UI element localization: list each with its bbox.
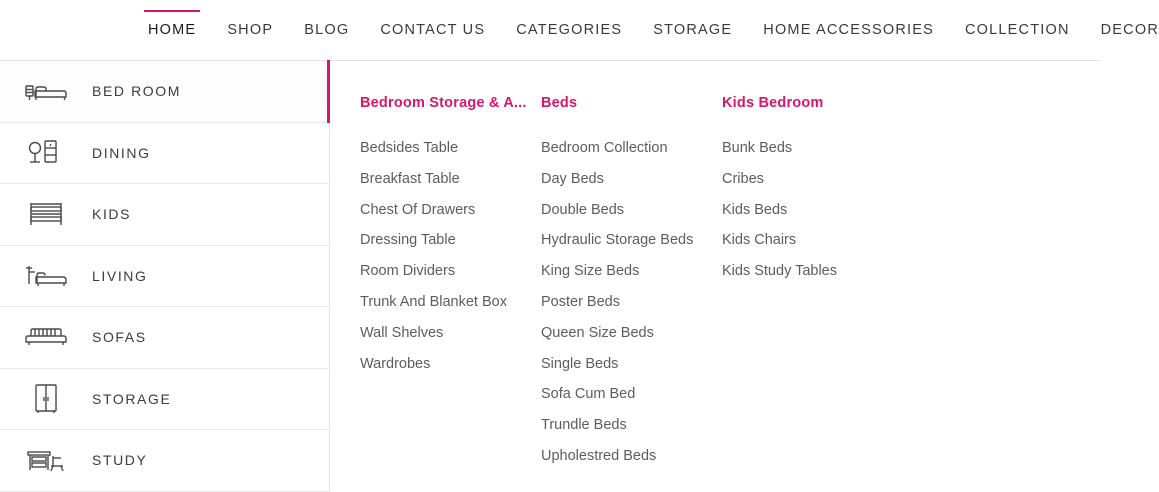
menu-link-trundle-beds[interactable]: Trundle Beds [541, 417, 627, 434]
sidebar-item-dining[interactable] [0, 123, 329, 185]
sidebar-item-storage[interactable] [0, 369, 329, 431]
sidebar-item-label: STORAGE [92, 390, 172, 407]
nav-item-blog[interactable]: BLOG [304, 21, 350, 38]
menu-link-breakfast-table[interactable]: Breakfast Table [360, 170, 460, 187]
sidebar-item-sofas[interactable] [0, 307, 329, 369]
nav-item-home[interactable]: HOME [148, 0, 196, 61]
menu-column-beds [541, 95, 722, 492]
menu-link-upholestred-beds[interactable]: Upholestred Beds [541, 447, 657, 464]
column-title: Beds [541, 95, 578, 111]
cabinet-icon [0, 383, 92, 415]
menu-link-king-size-beds[interactable]: King Size Beds [541, 263, 640, 280]
sidebar-item-study[interactable] [0, 430, 329, 492]
living-sofa-icon [0, 262, 92, 290]
nav-item-home-accessories[interactable]: HOME ACCESSORIES [763, 21, 934, 38]
menu-link-chest-of-drawers[interactable]: Chest Of Drawers [360, 201, 476, 218]
sidebar-item-kids[interactable] [0, 184, 329, 246]
sidebar-item-bed-room[interactable] [0, 61, 329, 123]
sidebar-item-label: LIVING [92, 267, 148, 284]
dining-icon [0, 138, 92, 168]
nav-item-contact-us[interactable]: CONTACT US [380, 21, 486, 38]
mega-menu-columns [330, 61, 1100, 492]
menu-link-sofa-cum-bed[interactable]: Sofa Cum Bed [541, 386, 636, 403]
menu-link-double-beds[interactable]: Double Beds [541, 201, 625, 218]
nav-item-collection[interactable]: COLLECTION [964, 21, 1070, 38]
menu-link-wall-shelves[interactable]: Wall Shelves [360, 324, 444, 341]
sidebar-item-label: SOFAS [92, 329, 147, 346]
mega-menu [0, 61, 1100, 492]
menu-link-single-beds[interactable]: Single Beds [541, 355, 619, 372]
nav-item-categories[interactable]: CATEGORIES [516, 21, 623, 38]
menu-link-kids-study-tables[interactable]: Kids Study Tables [722, 263, 837, 280]
sidebar-item-living[interactable] [0, 246, 329, 308]
sidebar-item-label: STUDY [92, 452, 148, 469]
menu-link-wardrobes[interactable]: Wardrobes [360, 355, 431, 372]
menu-link-bunk-beds[interactable]: Bunk Beds [722, 140, 793, 156]
sofa-icon [0, 324, 92, 350]
menu-column-bedroom-storage [360, 95, 541, 492]
nav-item-storage[interactable]: STORAGE [653, 21, 733, 38]
sidebar-item-label: KIDS [92, 206, 132, 223]
menu-column-kids-bedroom [722, 95, 903, 492]
menu-link-dressing-table[interactable]: Dressing Table [360, 232, 456, 249]
sidebar-item-label: BED ROOM [92, 83, 182, 100]
menu-link-day-beds[interactable]: Day Beds [541, 170, 604, 187]
menu-link-kids-chairs[interactable]: Kids Chairs [722, 232, 797, 249]
menu-link-kids-beds[interactable]: Kids Beds [722, 201, 788, 218]
desk-chair-icon [0, 446, 92, 474]
menu-link-bedroom-collection[interactable]: Bedroom Collection [541, 140, 668, 156]
column-title: Bedroom Storage & A... [360, 95, 527, 111]
bed-icon [0, 78, 92, 104]
bunk-bed-icon [0, 200, 92, 228]
menu-link-cribes[interactable]: Cribes [722, 170, 764, 187]
menu-link-bedsides-table[interactable]: Bedsides Table [360, 140, 459, 156]
nav-item-decor[interactable]: DECOR [1100, 21, 1159, 38]
top-navigation [0, 0, 1159, 61]
menu-link-poster-beds[interactable]: Poster Beds [541, 293, 620, 310]
column-title: Kids Bedroom [722, 95, 824, 111]
menu-link-trunk-and-blanket-box[interactable]: Trunk And Blanket Box [360, 293, 507, 310]
menu-link-room-dividers[interactable]: Room Dividers [360, 263, 456, 280]
sidebar-item-label: DINING [92, 144, 151, 161]
nav-item-shop[interactable]: SHOP [227, 21, 274, 38]
menu-link-queen-size-beds[interactable]: Queen Size Beds [541, 324, 654, 341]
category-sidebar [0, 61, 330, 492]
menu-link-hydraulic-storage-beds[interactable]: Hydraulic Storage Beds [541, 232, 694, 249]
